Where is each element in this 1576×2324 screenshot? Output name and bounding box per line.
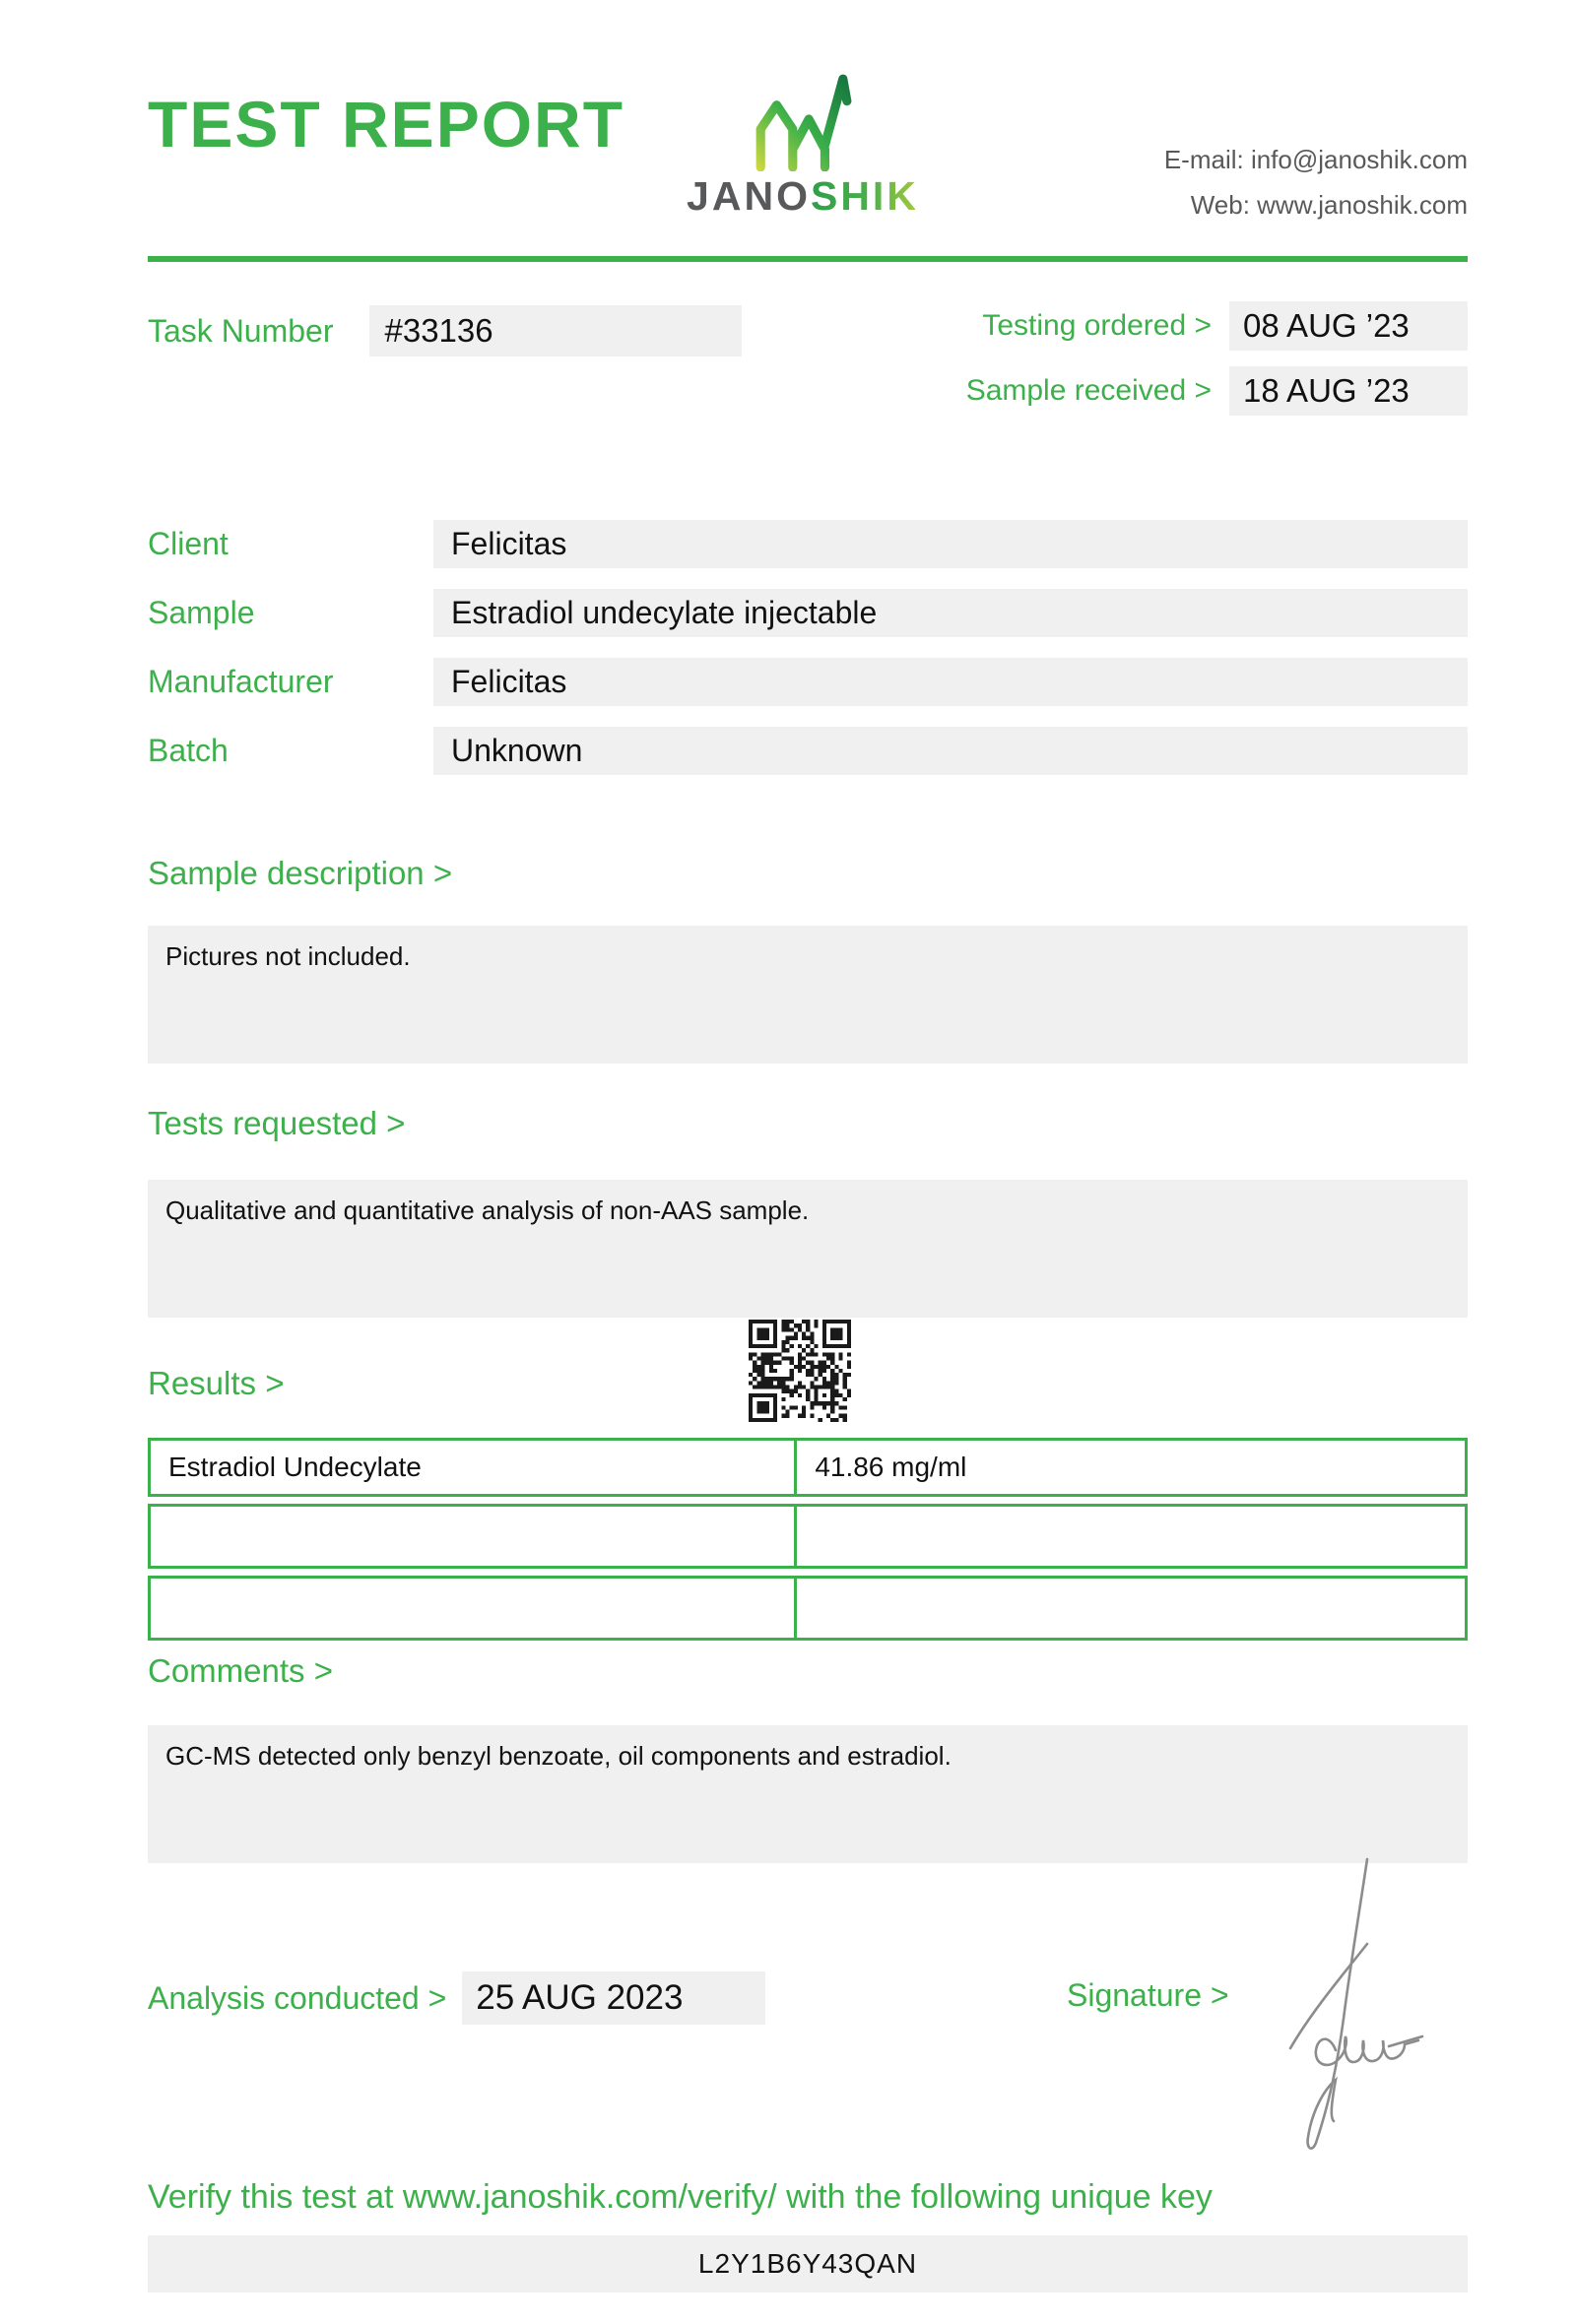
signature-image: [1273, 1853, 1440, 2159]
logo-word-dark: JANO: [687, 173, 811, 219]
testing-ordered-value: 08 AUG ’23: [1229, 301, 1468, 351]
task-number-label: Task Number: [148, 312, 334, 349]
manufacturer-row: [148, 658, 1468, 706]
sample-received-label: Sample received >: [965, 374, 1212, 407]
analysis-conducted-label: Analysis conducted >: [148, 1979, 447, 2016]
result-value-cell: 41.86 mg/ml: [815, 1452, 967, 1482]
result-value-cell: [797, 1507, 1465, 1566]
table-row: [148, 1576, 1468, 1641]
sample-info-block: [148, 520, 1468, 796]
client-row: [148, 520, 1468, 568]
sample-label: Sample: [148, 595, 255, 630]
chart-up-icon: [752, 67, 854, 171]
sample-row: [148, 589, 1468, 637]
task-number-row: [148, 305, 742, 356]
batch-row: [148, 727, 1468, 775]
client-value: Felicitas: [433, 520, 1468, 568]
sample-description-body: Pictures not included.: [148, 926, 1468, 1064]
janoshik-logo: [680, 67, 926, 220]
task-number-value: #33136: [369, 305, 742, 356]
result-name-cell: [151, 1507, 797, 1566]
results-heading: Results >: [148, 1365, 285, 1401]
manufacturer-value: Felicitas: [433, 658, 1468, 706]
results-table: [148, 1438, 1468, 1647]
tests-requested-heading: Tests requested >: [148, 1105, 406, 1141]
sample-description-heading: Sample description >: [148, 855, 453, 891]
table-row: [148, 1504, 1468, 1569]
client-label: Client: [148, 526, 229, 561]
result-value-cell: [797, 1579, 1465, 1638]
comments-body: GC-MS detected only benzyl benzoate, oil components and estradiol.: [148, 1725, 1468, 1863]
tests-requested-body: Qualitative and quantitative analysis of non-AAS sample.: [148, 1180, 1468, 1318]
header-divider: [148, 256, 1468, 262]
verify-key: L2Y1B6Y43QAN: [148, 2235, 1468, 2292]
batch-label: Batch: [148, 733, 229, 768]
signature-label: Signature >: [1067, 1977, 1229, 2013]
dates-block: [966, 301, 1468, 416]
testing-ordered-row: [966, 301, 1468, 351]
comments-heading: Comments >: [148, 1652, 333, 1689]
result-name-cell: Estradiol Undecylate: [151, 1441, 797, 1494]
analysis-conducted-value: 25 AUG 2023: [462, 1971, 765, 2025]
table-row: [148, 1438, 1468, 1497]
batch-value: Unknown: [433, 727, 1468, 775]
page-title: TEST REPORT: [148, 88, 625, 161]
logo-word-green: SHIK: [810, 173, 919, 219]
manufacturer-label: Manufacturer: [148, 664, 334, 699]
qr-code: [749, 1320, 851, 1422]
sample-value: Estradiol undecylate injectable: [433, 589, 1468, 637]
contact-web: Web: www.janoshik.com: [1190, 189, 1468, 220]
contact-email: E-mail: info@janoshik.com: [1163, 145, 1468, 174]
sample-received-row: [966, 366, 1468, 416]
testing-ordered-label: Testing ordered >: [982, 309, 1212, 342]
verify-instruction: Verify this test at www.janoshik.com/verify/ with the following unique key: [148, 2178, 1213, 2216]
logo-wordmark: [680, 173, 926, 220]
contact-info: [1164, 138, 1468, 227]
sample-received-value: 18 AUG ’23: [1229, 366, 1468, 416]
result-name-cell: [151, 1579, 797, 1638]
analysis-conducted-row: [148, 1971, 765, 2025]
